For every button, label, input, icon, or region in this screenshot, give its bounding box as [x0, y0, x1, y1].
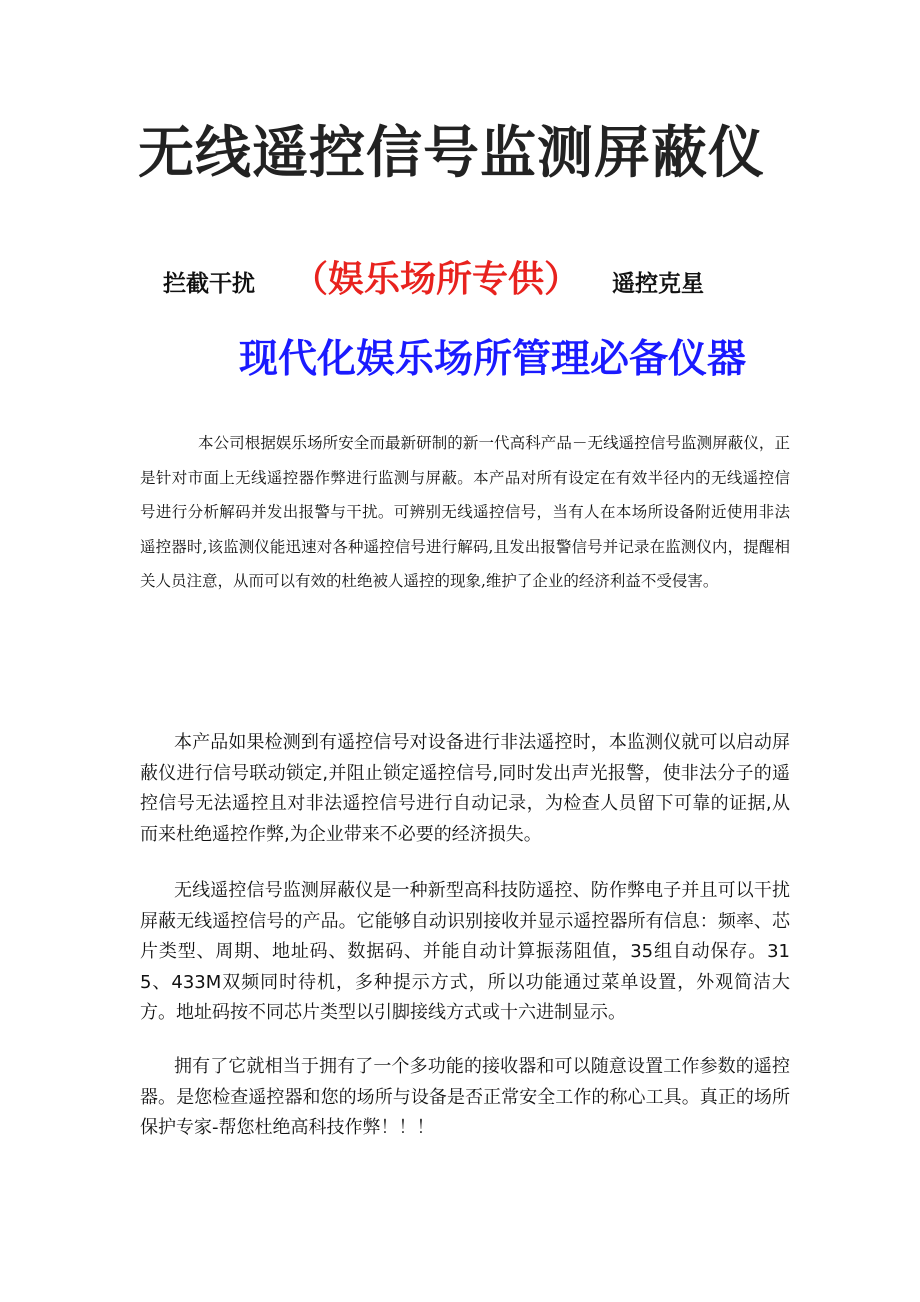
paragraph-features: 无线遥控信号监测屏蔽仪是一种新型高科技防遥控、防作弊电子并且可以干扰屏蔽无线遥控信号的产品。它能够自动识别接收并显示遥控器所有信息：频率、芯片类型、周期、地址码、数据码、并能自动计算振荡阻值，35组自动保存。315、433M双频同时待机，多种提示方式，所以功能通过菜单设置，外观简洁大方。地址码按不同芯片类型以引脚接线方式或十六进制显示。	[140, 880, 790, 1023]
paragraph-detection: 本产品如果检测到有遥控信号对设备进行非法遥控时，本监测仪就可以启动屏蔽仪进行信号联动锁定,并阻止锁定遥控信号,同时发出声光报警，使非法分子的遥控信号无法遥控且对非法遥控信号进行自动记录，为检查人员留下可靠的证据,从而来杜绝遥控作弊,为企业带来不必要的经济损失。	[140, 732, 790, 845]
document-title: 无线遥控信号监测屏蔽仪	[138, 121, 765, 186]
tagline-left: 拦截干扰	[163, 271, 255, 297]
tagline-right: 遥控克星	[612, 271, 704, 297]
paragraph-closing: 拥有了它就相当于拥有了一个多功能的接收器和可以随意设置工作参数的遥控器。是您检查遥控器和您的场所与设备是否正常安全工作的称心工具。真正的场所保护专家-帮您杜绝高科技作弊！！！	[140, 1056, 790, 1138]
document-subtitle: 现代化娱乐场所管理必备仪器	[239, 337, 747, 382]
paragraph-intro: 本公司根据娱乐场所安全而最新研制的新一代高科产品－无线遥控信号监测屏蔽仪，正是针对市面上无线遥控器作弊进行监测与屏蔽。本产品对所有设定在有效半径内的无线遥控信号进行分析解码并发出报警与干扰。可辨别无线遥控信号，当有人在本场所设备附近使用非法遥控器时,该监测仪能迅速对各种遥控信号进行解码,且发出报警信号并记录在监测仪内，提醒相关人员注意，从而可以有效的杜绝被人遥控的现象,维护了企业的经济利益不受侵害。	[140, 434, 790, 591]
tagline-center: （娱乐场所专供）	[292, 259, 581, 300]
